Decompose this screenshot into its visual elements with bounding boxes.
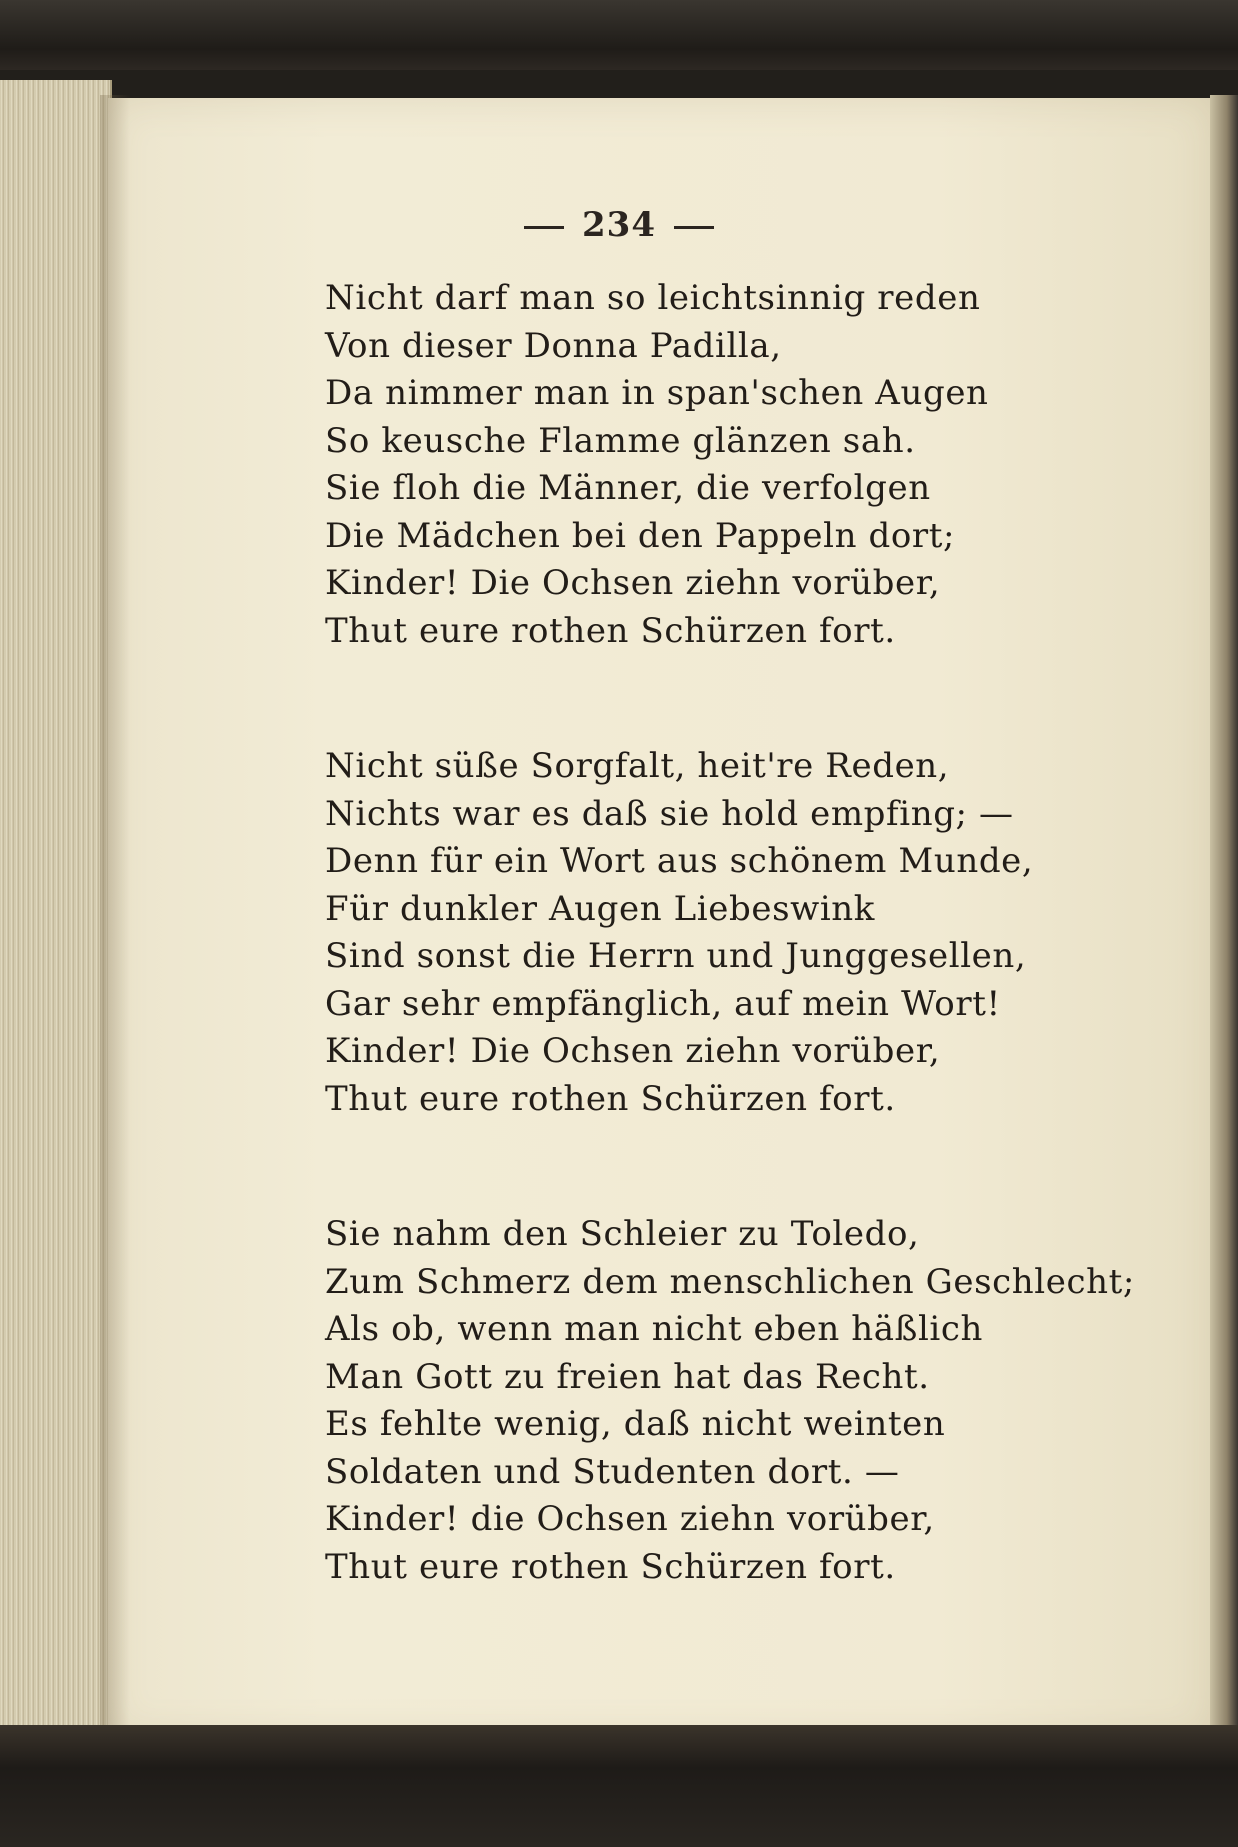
verse-line: Denn für ein Wort aus schönem Munde, [325, 841, 1034, 881]
stanza-2 [325, 743, 1085, 1123]
header-dash-left [524, 226, 564, 229]
verse-line: Von dieser Donna Padilla, [325, 325, 782, 366]
stanza-1 [325, 275, 1085, 655]
verse-line: Kinder! Die Ochsen ziehn vorüber, [325, 1031, 941, 1071]
verse-line: Als ob, wenn man nicht eben häßlich [325, 1309, 984, 1349]
page-edges [0, 80, 112, 1740]
verse-line: Kinder! Die Ochsen ziehn vorüber, [325, 563, 941, 603]
verse-line: Nichts war es daß sie hold empfing; — [325, 793, 1014, 834]
verse-line: Thut eure rothen Schürzen fort. [325, 1078, 896, 1119]
verse-line: So keusche Flamme glänzen sah. [325, 420, 916, 461]
header-dash-right [674, 226, 714, 229]
verse-line: Die Mädchen bei den Pappeln dort; [325, 515, 956, 556]
verse-line: Sie floh die Männer, die verfolgen [325, 468, 931, 508]
book-cover-bottom [0, 1725, 1238, 1847]
spine-shadow [100, 95, 130, 1735]
verse-line: Da nimmer man in span'schen Augen [325, 373, 989, 413]
poem-text [325, 275, 1135, 1679]
verse-line: Nicht süße Sorgfalt, heit're Reden, [325, 746, 950, 786]
verse-line: Soldaten und Studenten dort. — [325, 1451, 900, 1492]
stanza-3 [325, 1211, 1135, 1591]
verse-line: Thut eure rothen Schürzen fort. [325, 610, 896, 651]
verse-line: Thut eure rothen Schürzen fort. [325, 1546, 896, 1587]
verse-line: Sie nahm den Schleier zu Toledo, [325, 1214, 920, 1254]
verse-line: Sind sonst die Herrn und Junggesellen, [325, 936, 1027, 976]
verse-line: Kinder! die Ochsen ziehn vorüber, [325, 1499, 935, 1539]
verse-line: Nicht darf man so leichtsinnig reden [325, 278, 981, 318]
verse-line: Man Gott zu freien hat das Recht. [325, 1356, 930, 1397]
book-right-edge [1210, 95, 1238, 1745]
page-number: 234 [582, 205, 656, 245]
book-cover-top [0, 0, 1238, 70]
verse-line: Es fehlte wenig, daß nicht weinten [325, 1404, 946, 1444]
verse-line: Gar sehr empfänglich, auf mein Wort! [325, 983, 1001, 1024]
page-header [0, 205, 1238, 245]
verse-line: Zum Schmerz dem menschlichen Geschlecht; [325, 1261, 1135, 1302]
verse-line: Für dunkler Augen Liebeswink [325, 888, 875, 929]
